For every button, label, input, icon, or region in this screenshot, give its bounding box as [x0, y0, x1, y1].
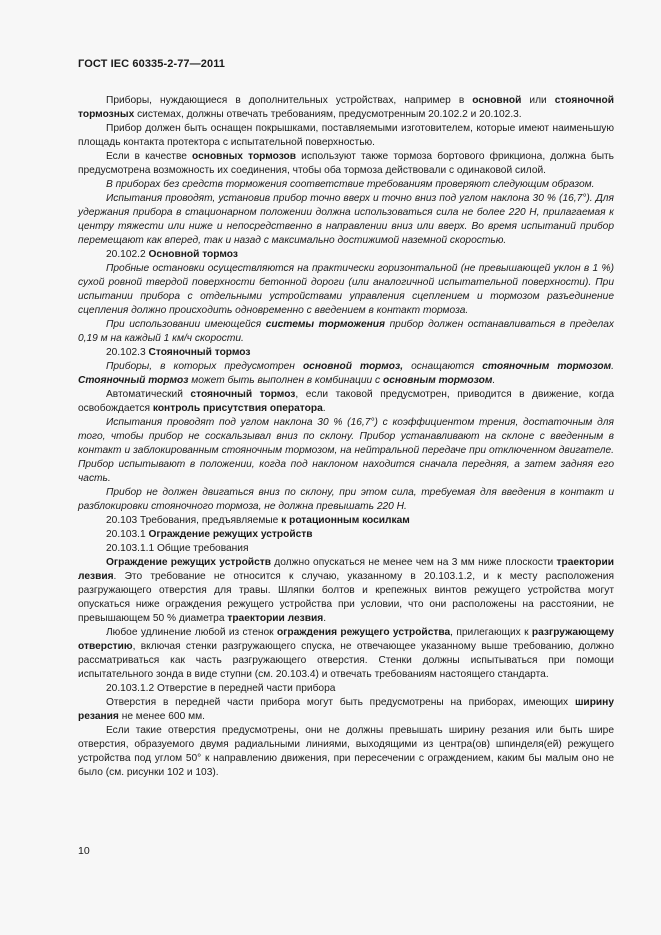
paragraph [78, 486, 614, 514]
text-run: Приборы, нуждающиеся в дополнительных устройствах, например в [106, 95, 473, 106]
text-run: . [323, 613, 327, 624]
bold-term: Ограждение режущих устройств [106, 557, 271, 568]
text-run: Испытания проводят, установив прибор точно вверх и точно вниз под углом наклона 30 % (16,7°). Для удержания прибора в стационарном положении должна использоваться сила не более 220 Н, прилагаемая к центру тяжести или ниже и непосредственно в направлении вниз или вверх. Во время испытаний прибор перемещают как вперед, так и назад с максимально достижимой наземной скоростью. [78, 193, 614, 246]
text-run: 20.103.1 [106, 529, 149, 540]
text-run: Любое удлинение любой из стенок [106, 627, 277, 638]
bold-term: Основной тормоз [148, 249, 238, 260]
text-run: прибор должен останавливаться в пределах 0,19 м на каждый 1 км/ч скорости. [78, 319, 614, 344]
text-run: 20.103.1.2 Отверстие в передней части прибора [106, 683, 336, 694]
bold-term: стояночной тормозных [78, 95, 614, 120]
text-run: . Это требование не относится к случаю, указанному в 20.103.1.2, и к месту расположения разгружающего отверстия для травы. Шляпки болтов и крепежных винтов режущего устройства могут опускаться ниже ограждения режущего устройства при условии, что они расположены на расстоянии, не превышающем 50 % диаметра [78, 571, 614, 624]
text-run: , прилегающих к [450, 627, 532, 638]
bold-term: траектории лезвия [78, 557, 614, 582]
bold-term: Ограждение режущих устройств [148, 529, 313, 540]
bold-term: системы торможения [265, 319, 386, 330]
text-run: 20.102.3 [106, 347, 149, 358]
text-run: не менее 600 мм. [118, 711, 205, 722]
text-run: Отверстия в передней части прибора могут быть предусмотрены на приборах, имеющих [106, 697, 575, 708]
bold-term: основных тормозов [192, 151, 297, 162]
text-run: Пробные остановки осуществляются на практически горизонтальной (не превышающей уклон в 1 %) сухой ровной твердой поверхности бетонной дороги (или аналогичной испытательной поверхности). При испытании прибора с отдельными устройствами управления сцеплением и тормозом разъединение сцепления должно происходить одновременно с введением в контакт тормоза. [78, 263, 614, 316]
paragraph [78, 178, 614, 192]
paragraph [78, 542, 614, 556]
paragraph [78, 360, 614, 388]
text-run: 20.103 Требования, предъявляемые [106, 515, 282, 526]
paragraph [78, 388, 614, 416]
text-run: , если таковой предусмотрен, приводится в движение, когда освобождается [78, 389, 614, 414]
bold-term: разгружающему отверстию [78, 627, 614, 652]
document-header: ГОСТ IEC 60335-2-77—2011 [78, 58, 226, 70]
text-run: 20.103.1.1 Общие требования [106, 543, 249, 554]
paragraph [78, 626, 614, 682]
text-run: Испытания проводят под углом наклона 30 % (16,7°) с коэффициентом трения, достаточным для того, чтобы прибор не соскальзывал вниз по склону. Прибор устанавливают на склоне с введенным в контакт и заблокированным стояночным тормозом, на нейтральной передаче при отключенном двигателе. Прибор испытывают в положении, когда под наклоном находится сначала передняя, а затем задняя его часть. [78, 417, 614, 484]
bold-term: ограждения режущего устройства [276, 627, 451, 638]
text-run: используют также тормоза бортового фрикциона, должна быть предусмотрена возможность их соединения, чтобы оба тормоза действовали с одинаковой силой. [78, 151, 614, 176]
paragraph [78, 514, 614, 528]
text-run: Автоматический [106, 389, 191, 400]
bold-term: стояночным тормозом [482, 361, 612, 372]
paragraph [78, 248, 614, 262]
paragraph [78, 416, 614, 486]
text-run: Прибор не должен двигаться вниз по склону, при этом сила, требуемая для введения в контакт и разблокировки стояночного тормоза, не должна превышать 220 Н. [78, 487, 614, 512]
paragraph [78, 262, 614, 318]
text-run: В приборах без средств торможения соответствие требованиям проверяют следующим образом. [106, 179, 595, 190]
paragraph [78, 724, 614, 780]
text-run: . [492, 375, 496, 386]
text-run: оснащаются [403, 361, 483, 372]
text-run: Прибор должен быть оснащен покрышками, поставляемыми изготовителем, которые имеют наименьшую площадь контакта протектора с испытательной поверхностью. [78, 123, 614, 148]
text-run: системах, должны отвечать требованиям, предусмотренным 20.102.2 и 20.102.3. [134, 109, 522, 120]
text-run: Приборы, в которых предусмотрен [106, 361, 303, 372]
bold-term: к ротационным косилкам [281, 515, 410, 526]
page-number: 10 [78, 845, 90, 857]
bold-term: стояночный тормоз [190, 389, 296, 400]
document-body [78, 94, 614, 780]
bold-term: ширину резания [78, 697, 614, 722]
paragraph [78, 192, 614, 248]
bold-term: Стояночный тормоз [78, 375, 189, 386]
paragraph [78, 696, 614, 724]
text-run: 20.102.2 [106, 249, 149, 260]
paragraph [78, 346, 614, 360]
paragraph [78, 94, 614, 122]
bold-term: основной [472, 95, 522, 106]
text-run: должно опускаться не менее чем на 3 мм ниже плоскости [270, 557, 557, 568]
text-run: , включая стенки разгружающего спуска, не отвечающее указанному выше требованию, должно рассматриваться как часть разгружающего отверстия. Стенки должны испытываться при помощи испытательного зонда в виде ступни (см. 20.103.4) и отвечать требованиям настоящего стандарта. [78, 641, 614, 680]
text-run: При использовании имеющейся [106, 319, 266, 330]
text-run: . [322, 403, 326, 414]
text-run: . [611, 361, 614, 372]
paragraph [78, 556, 614, 626]
paragraph [78, 318, 614, 346]
paragraph [78, 528, 614, 542]
paragraph [78, 122, 614, 150]
text-run: Если такие отверстия предусмотрены, они не должны превышать ширину резания или быть шире отверстия, образуемого двумя радиальными линиями, выходящими из центра(ов) шпинделя(ей) режущего устройства под углом 50° к направлению движения, при пересечении с ограждением, каким бы малым оно не было (см. рисунки 102 и 103). [78, 725, 614, 778]
bold-term: основным тормозом [382, 375, 493, 386]
bold-term: Стояночный тормоз [148, 347, 251, 358]
text-run: может быть выполнен в комбинации с [188, 375, 383, 386]
bold-term: контроль присутствия оператора [152, 403, 323, 414]
paragraph [78, 682, 614, 696]
text-run: Если в качестве [106, 151, 193, 162]
bold-term: основной тормоз, [302, 361, 404, 372]
text-run: или [521, 95, 555, 106]
bold-term: траектории лезвия [227, 613, 324, 624]
paragraph [78, 150, 614, 178]
